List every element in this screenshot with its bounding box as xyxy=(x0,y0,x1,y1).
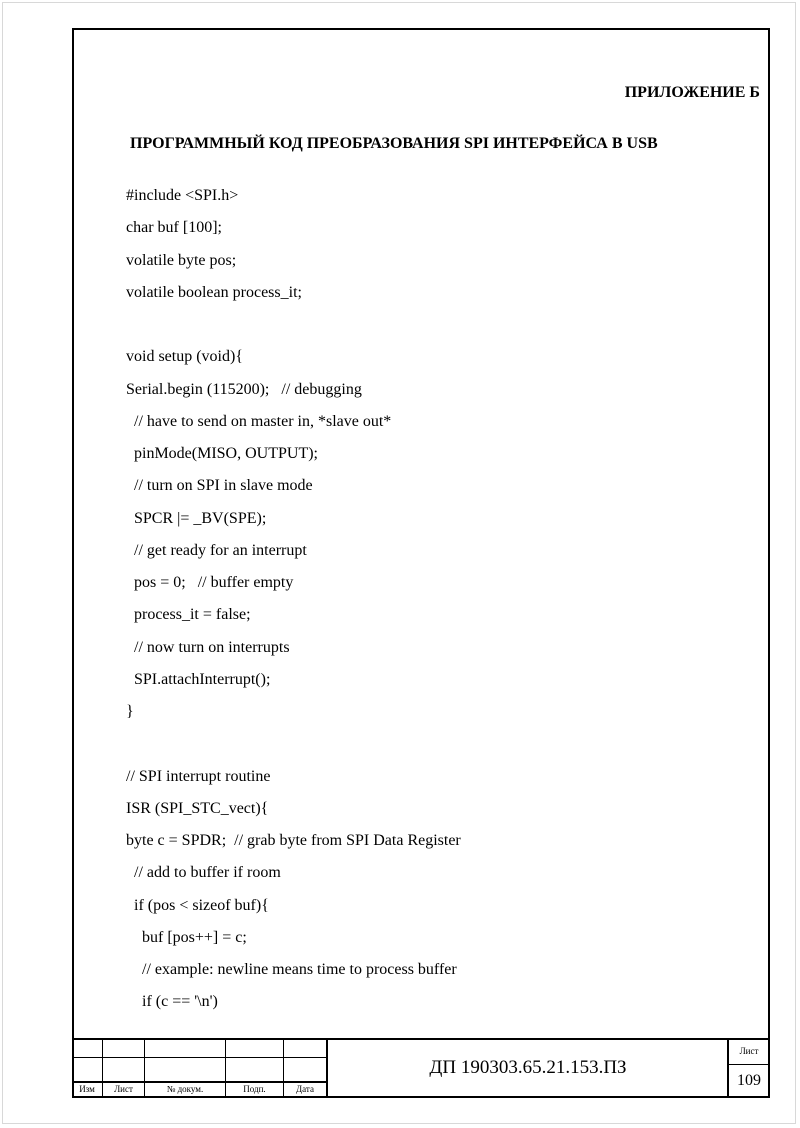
code-line: void setup (void){ xyxy=(126,348,243,366)
code-line: char buf [100]; xyxy=(126,219,222,237)
code-line: // turn on SPI in slave mode xyxy=(126,477,313,495)
code-line: SPCR |= _BV(SPE); xyxy=(126,509,267,527)
code-line: Serial.begin (115200); // debugging xyxy=(126,380,362,398)
col-list-label: Лист xyxy=(114,1084,133,1094)
code-line: // now turn on interrupts xyxy=(126,638,290,656)
col-date-label: Дата xyxy=(296,1084,314,1094)
sheet-number: 109 xyxy=(737,1072,761,1089)
code-line: pinMode(MISO, OUTPUT); xyxy=(126,445,318,462)
col-sign-label: Подп. xyxy=(243,1084,266,1094)
document-title: ПРОГРАММНЫЙ КОД ПРЕОБРАЗОВАНИЯ SPI ИНТЕРФЕЙСА В USB xyxy=(130,135,658,152)
code-line: buf [pos++] = c; xyxy=(126,928,247,946)
code-line: volatile byte pos; xyxy=(126,251,237,269)
code-line: // get ready for an interrupt xyxy=(126,541,307,559)
code-line: // SPI interrupt routine xyxy=(126,767,271,785)
appendix-title: ПРИЛОЖЕНИЕ Б xyxy=(624,84,760,101)
code-line: } xyxy=(126,703,134,720)
code-line: if (pos < sizeof buf){ xyxy=(126,896,269,914)
code-line: SPI.attachInterrupt(); xyxy=(126,670,271,688)
col-izm-label: Изм xyxy=(79,1084,95,1094)
code-line: // add to buffer if room xyxy=(126,864,281,882)
code-line: byte c = SPDR; // grab byte from SPI Data Register xyxy=(126,832,461,849)
title-block-grid-line xyxy=(728,1064,770,1065)
code-line xyxy=(126,728,461,760)
title-block-grid-line xyxy=(72,1057,328,1058)
sheet-label: Лист xyxy=(739,1046,759,1056)
code-line: #include <SPI.h> xyxy=(126,187,239,204)
code-listing xyxy=(126,180,461,1019)
title-block xyxy=(72,1038,770,1098)
title-block-top-line xyxy=(72,1038,770,1040)
code-line: process_it = false; xyxy=(126,606,251,624)
code-line: // have to send on master in, *slave out* xyxy=(126,412,392,430)
code-line xyxy=(126,309,461,341)
code-line: // example: newline means time to process buffer xyxy=(126,961,457,978)
col-doc-num-label: № докум. xyxy=(166,1084,204,1094)
document-code: ДП 190303.65.21.153.ПЗ xyxy=(429,1057,627,1078)
code-line: volatile boolean process_it; xyxy=(126,283,302,301)
code-line: ISR (SPI_STC_vect){ xyxy=(126,799,269,817)
code-line: if (c == '\n') xyxy=(126,993,218,1011)
code-line: pos = 0; // buffer empty xyxy=(126,574,294,591)
